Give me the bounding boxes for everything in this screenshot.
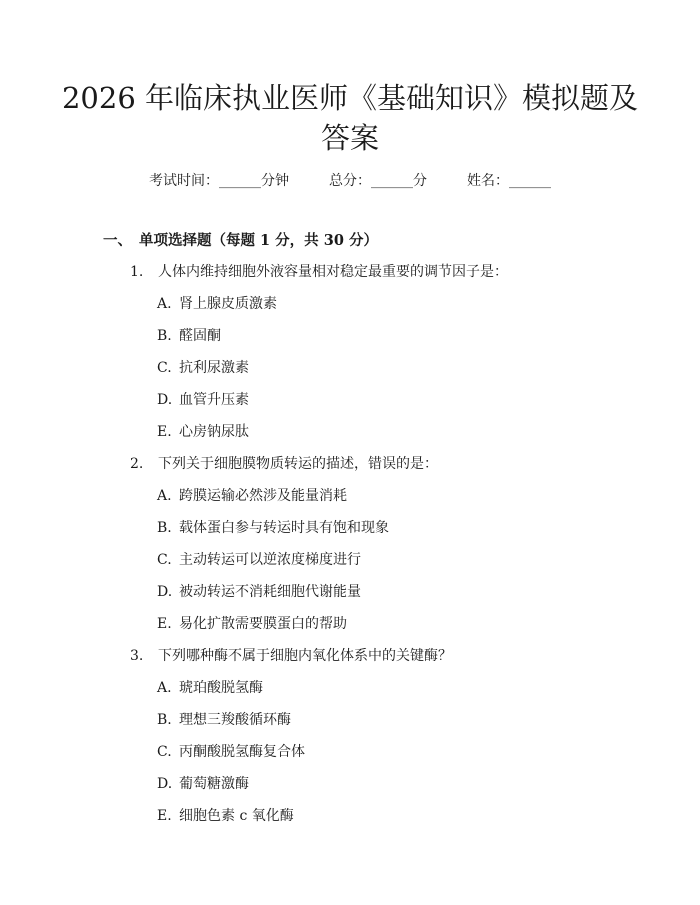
option-text: 细胞色素 c 氧化酶 [179,808,294,824]
option-letter: D. [157,584,173,600]
question-text: 下列哪种酶不属于细胞内氧化体系中的关键酶？ [158,648,452,664]
option-text: 醛固酮 [179,328,221,344]
option-text: 血管升压素 [179,392,249,408]
option-text: 心房钠尿肽 [179,424,249,440]
candidate-name: 姓名：______ [467,173,551,189]
option-text: 跨膜运输必然涉及能量消耗 [179,488,347,504]
question-text: 下列关于细胞膜物质转运的描述，错误的是： [158,456,438,472]
option-text: 主动转运可以逆浓度梯度进行 [179,552,361,568]
question [130,261,508,281]
question-text: 人体内维持细胞外液容量相对稳定最重要的调节因子是： [158,264,508,280]
option [157,709,291,729]
option-text: 琥珀酸脱氢酶 [179,680,263,696]
option [157,357,249,377]
question [130,453,438,473]
option-letter: B. [157,520,172,536]
section-number: 一、 [103,232,132,249]
total-score: 总分：______分 [329,173,427,189]
option-letter: C. [157,360,172,376]
title-line-1: 2026 年临床执业医师《基础知识》模拟题及 [61,81,639,115]
option-text: 肾上腺皮质激素 [179,296,277,312]
option-letter: C. [157,552,172,568]
option [157,549,361,569]
option-text: 被动转运不消耗细胞代谢能量 [179,584,361,600]
option [157,741,305,761]
option-text: 葡萄糖激酶 [179,776,249,792]
question-number: 3. [130,648,144,664]
option [157,613,347,633]
option [157,581,361,601]
question-number: 1. [130,264,144,280]
option-letter: C. [157,744,172,760]
exam-meta [0,170,700,190]
option [157,773,249,793]
option-letter: D. [157,392,173,408]
option-letter: E. [157,808,172,824]
option [157,389,249,409]
option-letter: B. [157,328,172,344]
question [130,645,452,665]
option [157,325,221,345]
option-letter: A. [157,680,172,696]
option-letter: E. [157,616,172,632]
title-line-2: 答案 [320,121,379,155]
section-title: 单项选择题（每题 1 分，共 30 分） [139,232,378,249]
option-letter: B. [157,712,172,728]
option [157,421,249,441]
option-text: 易化扩散需要膜蛋白的帮助 [179,616,347,632]
option-text: 载体蛋白参与转运时具有饱和现象 [179,520,389,536]
option-letter: A. [157,296,172,312]
question-number: 2. [130,456,144,472]
option-letter: D. [157,776,173,792]
option [157,485,347,505]
option [157,805,294,825]
option-letter: E. [157,424,172,440]
option-text: 丙酮酸脱氢酶复合体 [179,744,305,760]
option [157,517,389,537]
document-title [60,78,640,158]
section-heading [103,229,378,250]
exam-time: 考试时间：______分钟 [149,173,289,189]
option [157,293,277,313]
option-text: 理想三羧酸循环酶 [179,712,291,728]
option-text: 抗利尿激素 [179,360,249,376]
option [157,677,263,697]
option-letter: A. [157,488,172,504]
